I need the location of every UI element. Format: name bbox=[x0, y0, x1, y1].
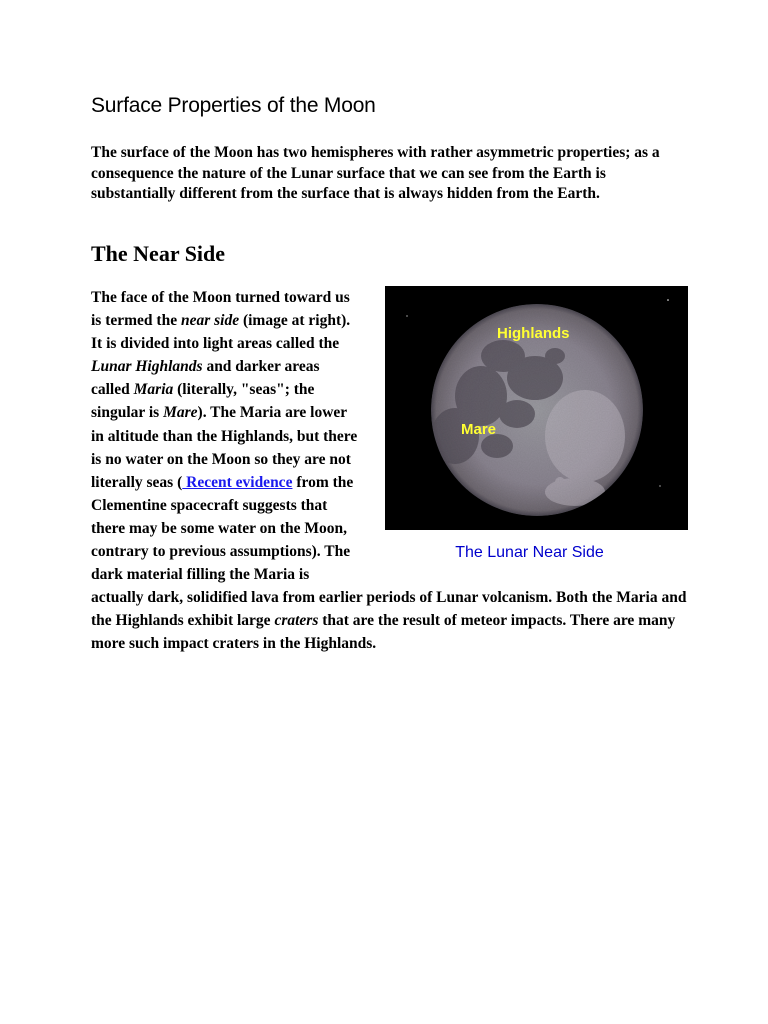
moon-illustration bbox=[385, 286, 688, 530]
body-text-2: (image at right). It is divided into light areas called the bbox=[91, 312, 351, 353]
body-text-3: and darker areas called bbox=[91, 358, 320, 399]
near-side-paragraph bbox=[91, 286, 691, 656]
figure-caption: The Lunar Near Side bbox=[455, 544, 604, 561]
moon-figure bbox=[371, 286, 691, 576]
mare-label: Mare bbox=[461, 421, 497, 438]
term-lunar-highlands: Lunar Highlands bbox=[91, 358, 203, 376]
page-title: Surface Properties of the Moon bbox=[91, 94, 376, 117]
section-heading: The Near Side bbox=[91, 241, 226, 266]
intro-paragraph: The surface of the Moon has two hemispheres with rather asymmetric properties; as a consequence the nature of the Lunar surface that we can see from the Earth is substantially different from the surface that is always hidden from the Earth. bbox=[91, 144, 660, 202]
term-mare: Mare bbox=[163, 404, 198, 422]
body-text-5: ). The Maria are lower in altitude than the Highlands, but there is no water on the Moon so they are not literally seas ( bbox=[91, 404, 358, 491]
term-near-side: near side bbox=[180, 312, 240, 330]
term-craters: craters bbox=[274, 612, 319, 630]
moon-image bbox=[385, 286, 688, 530]
recent-evidence-link[interactable]: Recent evidence bbox=[182, 473, 293, 491]
body-text-4: (literally, "seas"; the singular is bbox=[91, 381, 315, 422]
body-text-6: from the Clementine spacecraft suggests that there may be some water on the Moon, contrary to previous assumptions). The dark material filling the Maria is actually dark, solidified lava from earlier periods of Lunar volcanism. Both the Maria and the Highlands exhibit large bbox=[91, 473, 687, 630]
body-text-1: The face of the Moon turned toward us is termed the bbox=[91, 289, 350, 330]
highlands-label: Highlands bbox=[497, 325, 570, 342]
body-text-7: that are the result of meteor impacts. There are many more such impact craters in the Highlands. bbox=[91, 612, 676, 653]
term-maria: Maria bbox=[133, 381, 174, 399]
